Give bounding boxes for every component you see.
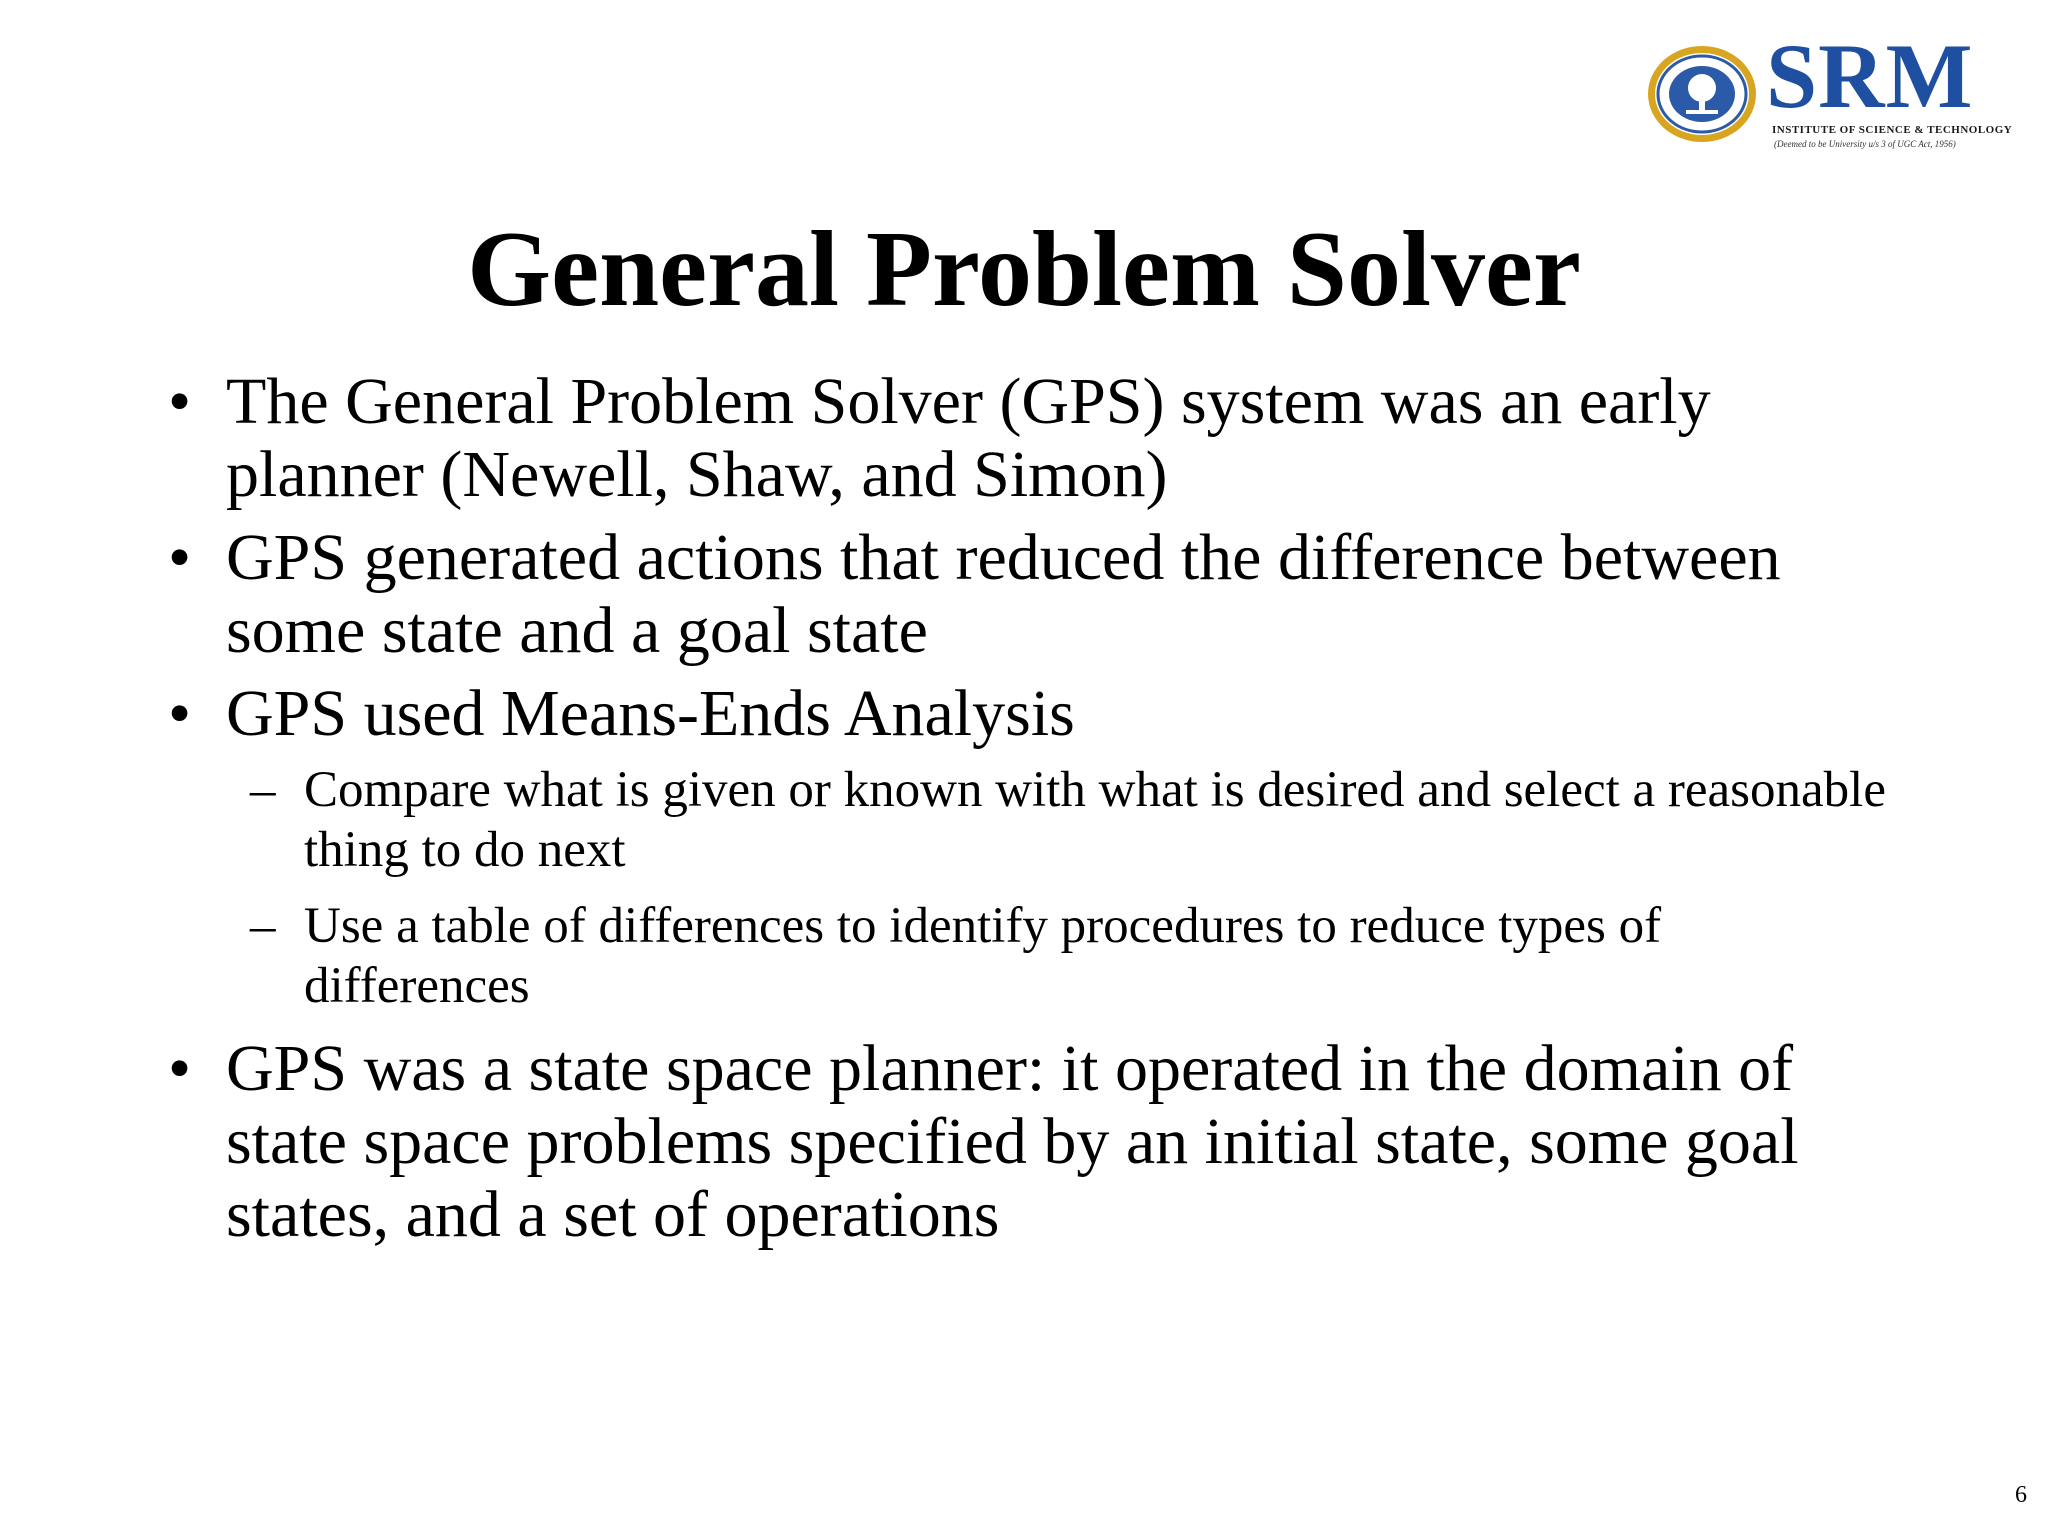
bullet-item: [168, 677, 1888, 750]
university-seal-icon: [1646, 44, 1758, 144]
sub-bullet-item: [250, 896, 1888, 1016]
sub-bullet-glyph: –: [250, 762, 276, 818]
sub-bullet-item: [250, 760, 1888, 880]
bullet-item: [168, 1032, 1888, 1251]
bullet-text: The General Problem Solver (GPS) system was an early planner (Newell, Shaw, and Simon): [226, 365, 1711, 511]
bullet-text: GPS generated actions that reduced the difference between some state and a goal state: [226, 521, 1781, 667]
bullet-list: [168, 365, 1888, 1261]
sub-bullet-glyph: –: [250, 898, 276, 954]
logo-institute-text: INSTITUTE OF SCIENCE & TECHNOLOGY: [1772, 124, 2013, 136]
bullet-item: [168, 365, 1888, 511]
bullet-text: GPS was a state space planner: it operated in the domain of state space problems specified by an initial state, some goal states, and a set of operations: [226, 1032, 1799, 1251]
slide-title: General Problem Solver: [467, 210, 1581, 329]
logo-wordmark: SRM: [1766, 25, 1974, 127]
bullet-glyph: •: [168, 1032, 192, 1105]
bullet-glyph: •: [168, 365, 192, 438]
bullet-glyph: •: [168, 521, 192, 594]
sub-bullet-list: [168, 760, 1888, 1016]
bullet-text: GPS used Means-Ends Analysis: [226, 677, 1075, 750]
sub-bullet-text: Use a table of differences to identify procedures to reduce types of differences: [304, 898, 1662, 1014]
bullet-item: [168, 521, 1888, 667]
page-number: 6: [2015, 1482, 2027, 1508]
bullet-glyph: •: [168, 677, 192, 750]
sub-bullet-text: Compare what is given or known with what is desired and select a reasonable thing to do next: [304, 762, 1886, 878]
logo-deemed-text: (Deemed to be University u/s 3 of UGC Act, 1956): [1774, 139, 1956, 149]
srm-logo: [1642, 25, 2032, 158]
